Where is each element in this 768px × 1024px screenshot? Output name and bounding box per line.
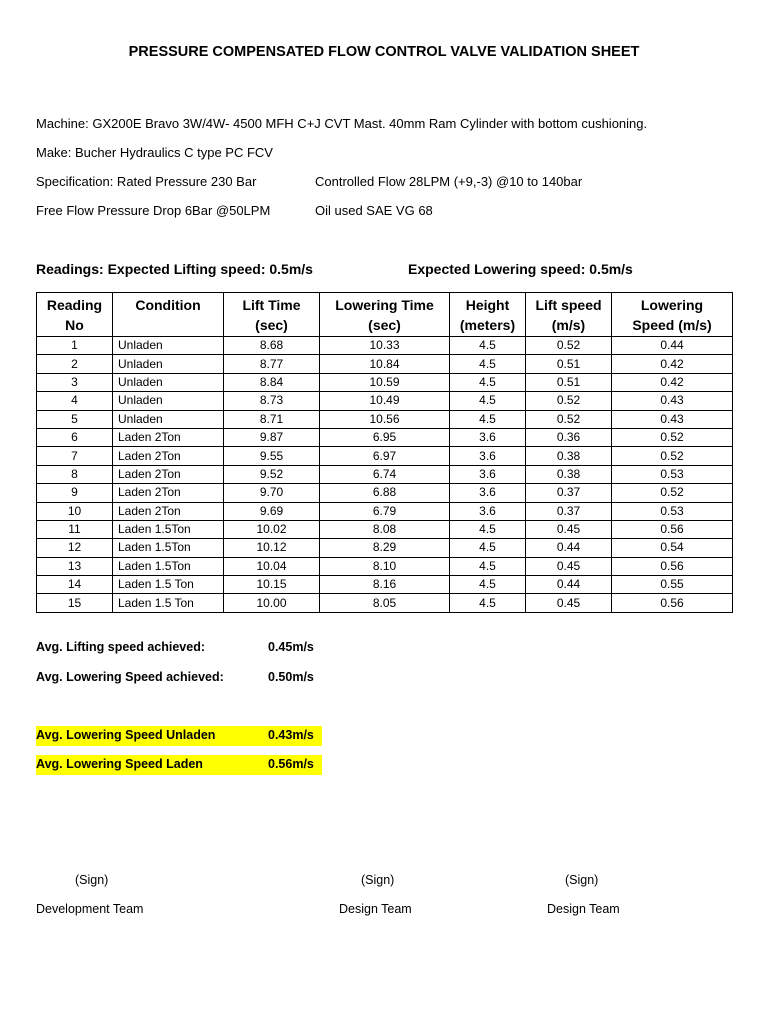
cell-reading-no: 13 [37, 557, 113, 575]
cell-reading-no: 4 [37, 392, 113, 410]
cell-lowering-speed: 0.44 [612, 337, 733, 355]
cell-reading-no: 9 [37, 484, 113, 502]
table-row [37, 337, 733, 355]
cell-height: 4.5 [450, 576, 526, 594]
table-header-row [37, 293, 733, 337]
cell-lowering-speed: 0.53 [612, 465, 733, 483]
cell-condition: Unladen [113, 355, 224, 373]
cell-lowering-speed: 0.43 [612, 410, 733, 428]
cell-lift-time: 9.52 [224, 465, 320, 483]
cell-lowering-speed: 0.42 [612, 373, 733, 391]
readings-table [36, 292, 733, 613]
cell-lowering-speed: 0.56 [612, 520, 733, 538]
cell-lowering-time: 6.79 [320, 502, 450, 520]
cell-condition: Laden 1.5 Ton [113, 576, 224, 594]
cell-lift-time: 9.55 [224, 447, 320, 465]
cell-lift-speed: 0.44 [526, 539, 612, 557]
cell-lowering-speed: 0.53 [612, 502, 733, 520]
cell-condition: Laden 2Ton [113, 502, 224, 520]
cell-reading-no: 14 [37, 576, 113, 594]
cell-height: 4.5 [450, 392, 526, 410]
cell-lowering-time: 6.97 [320, 447, 450, 465]
avg-lower-value: 0.50m/s [268, 670, 314, 684]
cell-reading-no: 11 [37, 520, 113, 538]
sign-design-2: (Sign) [565, 873, 599, 887]
cell-height: 4.5 [450, 355, 526, 373]
cell-lowering-speed: 0.52 [612, 447, 733, 465]
cell-lift-time: 8.68 [224, 337, 320, 355]
cell-lift-speed: 0.44 [526, 576, 612, 594]
table-row [37, 465, 733, 483]
cell-lift-speed: 0.38 [526, 447, 612, 465]
specification-info: Specification: Rated Pressure 230 Bar [36, 174, 257, 189]
cell-lift-time: 10.04 [224, 557, 320, 575]
cell-reading-no: 3 [37, 373, 113, 391]
sign-design-1: (Sign) [361, 873, 395, 887]
cell-lowering-speed: 0.56 [612, 594, 733, 612]
cell-height: 4.5 [450, 410, 526, 428]
cell-lowering-time: 10.84 [320, 355, 450, 373]
table-row [37, 520, 733, 538]
cell-lowering-time: 8.16 [320, 576, 450, 594]
cell-lift-speed: 0.45 [526, 520, 612, 538]
avg-lift-label: Avg. Lifting speed achieved: [36, 640, 206, 654]
expected-lifting-speed: Readings: Expected Lifting speed: 0.5m/s [36, 261, 313, 277]
avg-lower-unladen-label: Avg. Lowering Speed Unladen [36, 728, 216, 742]
cell-condition: Laden 1.5Ton [113, 557, 224, 575]
cell-height: 3.6 [450, 502, 526, 520]
cell-condition: Laden 2Ton [113, 447, 224, 465]
cell-lift-time: 10.00 [224, 594, 320, 612]
table-row [37, 447, 733, 465]
cell-lift-time: 9.70 [224, 484, 320, 502]
team-design-1: Design Team [339, 902, 412, 916]
cell-lowering-time: 10.49 [320, 392, 450, 410]
cell-condition: Laden 2Ton [113, 465, 224, 483]
cell-lowering-speed: 0.43 [612, 392, 733, 410]
team-development: Development Team [36, 902, 144, 916]
cell-height: 4.5 [450, 337, 526, 355]
cell-lift-speed: 0.36 [526, 428, 612, 446]
cell-condition: Laden 1.5Ton [113, 539, 224, 557]
header-reading-no: Reading No [37, 293, 113, 337]
cell-lift-time: 8.77 [224, 355, 320, 373]
cell-height: 3.6 [450, 447, 526, 465]
table-row [37, 410, 733, 428]
header-lowering-time: Lowering Time (sec) [320, 293, 450, 337]
cell-condition: Unladen [113, 373, 224, 391]
cell-condition: Laden 2Ton [113, 484, 224, 502]
cell-lowering-time: 10.56 [320, 410, 450, 428]
cell-reading-no: 10 [37, 502, 113, 520]
cell-lowering-time: 8.08 [320, 520, 450, 538]
table-row [37, 428, 733, 446]
cell-reading-no: 15 [37, 594, 113, 612]
cell-lift-speed: 0.52 [526, 337, 612, 355]
cell-lift-speed: 0.52 [526, 410, 612, 428]
cell-condition: Laden 2Ton [113, 428, 224, 446]
cell-lift-speed: 0.45 [526, 594, 612, 612]
cell-condition: Unladen [113, 392, 224, 410]
cell-lift-time: 8.84 [224, 373, 320, 391]
cell-lift-time: 9.69 [224, 502, 320, 520]
cell-lowering-time: 10.33 [320, 337, 450, 355]
table-row [37, 557, 733, 575]
cell-lowering-speed: 0.55 [612, 576, 733, 594]
cell-reading-no: 5 [37, 410, 113, 428]
table-row [37, 502, 733, 520]
table-row [37, 355, 733, 373]
cell-condition: Laden 1.5 Ton [113, 594, 224, 612]
cell-lowering-speed: 0.42 [612, 355, 733, 373]
cell-lowering-speed: 0.52 [612, 484, 733, 502]
avg-lower-label: Avg. Lowering Speed achieved: [36, 670, 224, 684]
sign-development: (Sign) [75, 873, 109, 887]
table-row [37, 373, 733, 391]
cell-lift-speed: 0.45 [526, 557, 612, 575]
cell-reading-no: 8 [37, 465, 113, 483]
free-flow-info: Free Flow Pressure Drop 6Bar @50LPM [36, 203, 271, 218]
controlled-flow-info: Controlled Flow 28LPM (+9,-3) @10 to 140bar [315, 174, 583, 189]
oil-info: Oil used SAE VG 68 [315, 203, 433, 218]
page-title: PRESSURE COMPENSATED FLOW CONTROL VALVE VALIDATION SHEET [128, 44, 640, 60]
expected-lowering-speed: Expected Lowering speed: 0.5m/s [408, 261, 633, 277]
cell-reading-no: 12 [37, 539, 113, 557]
cell-height: 4.5 [450, 373, 526, 391]
cell-reading-no: 2 [37, 355, 113, 373]
cell-reading-no: 6 [37, 428, 113, 446]
header-lift-time: Lift Time (sec) [224, 293, 320, 337]
cell-reading-no: 1 [37, 337, 113, 355]
cell-height: 4.5 [450, 520, 526, 538]
header-condition: Condition [113, 293, 224, 337]
cell-lift-time: 8.71 [224, 410, 320, 428]
avg-lower-laden-value: 0.56m/s [268, 757, 314, 771]
header-lift-speed: Lift speed (m/s) [526, 293, 612, 337]
cell-lowering-speed: 0.54 [612, 539, 733, 557]
cell-height: 4.5 [450, 539, 526, 557]
cell-height: 3.6 [450, 484, 526, 502]
cell-lift-time: 8.73 [224, 392, 320, 410]
cell-lowering-time: 8.05 [320, 594, 450, 612]
table-row [37, 576, 733, 594]
cell-lowering-time: 6.88 [320, 484, 450, 502]
cell-reading-no: 7 [37, 447, 113, 465]
cell-lowering-time: 6.95 [320, 428, 450, 446]
table-row [37, 594, 733, 612]
cell-lowering-time: 10.59 [320, 373, 450, 391]
cell-lift-time: 10.12 [224, 539, 320, 557]
table-row [37, 484, 733, 502]
table-row [37, 392, 733, 410]
avg-lower-laden-label: Avg. Lowering Speed Laden [36, 757, 203, 771]
cell-lowering-time: 8.29 [320, 539, 450, 557]
cell-lift-speed: 0.38 [526, 465, 612, 483]
header-lowering-speed: Lowering Speed (m/s) [612, 293, 733, 337]
avg-lift-value: 0.45m/s [268, 640, 314, 654]
cell-height: 4.5 [450, 557, 526, 575]
table-row [37, 539, 733, 557]
cell-lowering-speed: 0.52 [612, 428, 733, 446]
cell-condition: Unladen [113, 337, 224, 355]
cell-height: 3.6 [450, 428, 526, 446]
cell-lift-speed: 0.51 [526, 355, 612, 373]
machine-info: Machine: GX200E Bravo 3W/4W- 4500 MFH C+J CVT Mast. 40mm Ram Cylinder with bottom cushioning. [36, 116, 648, 131]
cell-lift-speed: 0.52 [526, 392, 612, 410]
cell-lift-speed: 0.51 [526, 373, 612, 391]
cell-condition: Laden 1.5Ton [113, 520, 224, 538]
avg-lower-unladen-value: 0.43m/s [268, 728, 314, 742]
cell-lift-time: 9.87 [224, 428, 320, 446]
team-design-2: Design Team [547, 902, 620, 916]
cell-lift-time: 10.02 [224, 520, 320, 538]
cell-condition: Unladen [113, 410, 224, 428]
cell-lift-speed: 0.37 [526, 502, 612, 520]
cell-height: 3.6 [450, 465, 526, 483]
make-info: Make: Bucher Hydraulics C type PC FCV [36, 145, 273, 160]
cell-lowering-speed: 0.56 [612, 557, 733, 575]
cell-lowering-time: 6.74 [320, 465, 450, 483]
cell-height: 4.5 [450, 594, 526, 612]
header-height: Height (meters) [450, 293, 526, 337]
cell-lift-speed: 0.37 [526, 484, 612, 502]
cell-lowering-time: 8.10 [320, 557, 450, 575]
cell-lift-time: 10.15 [224, 576, 320, 594]
